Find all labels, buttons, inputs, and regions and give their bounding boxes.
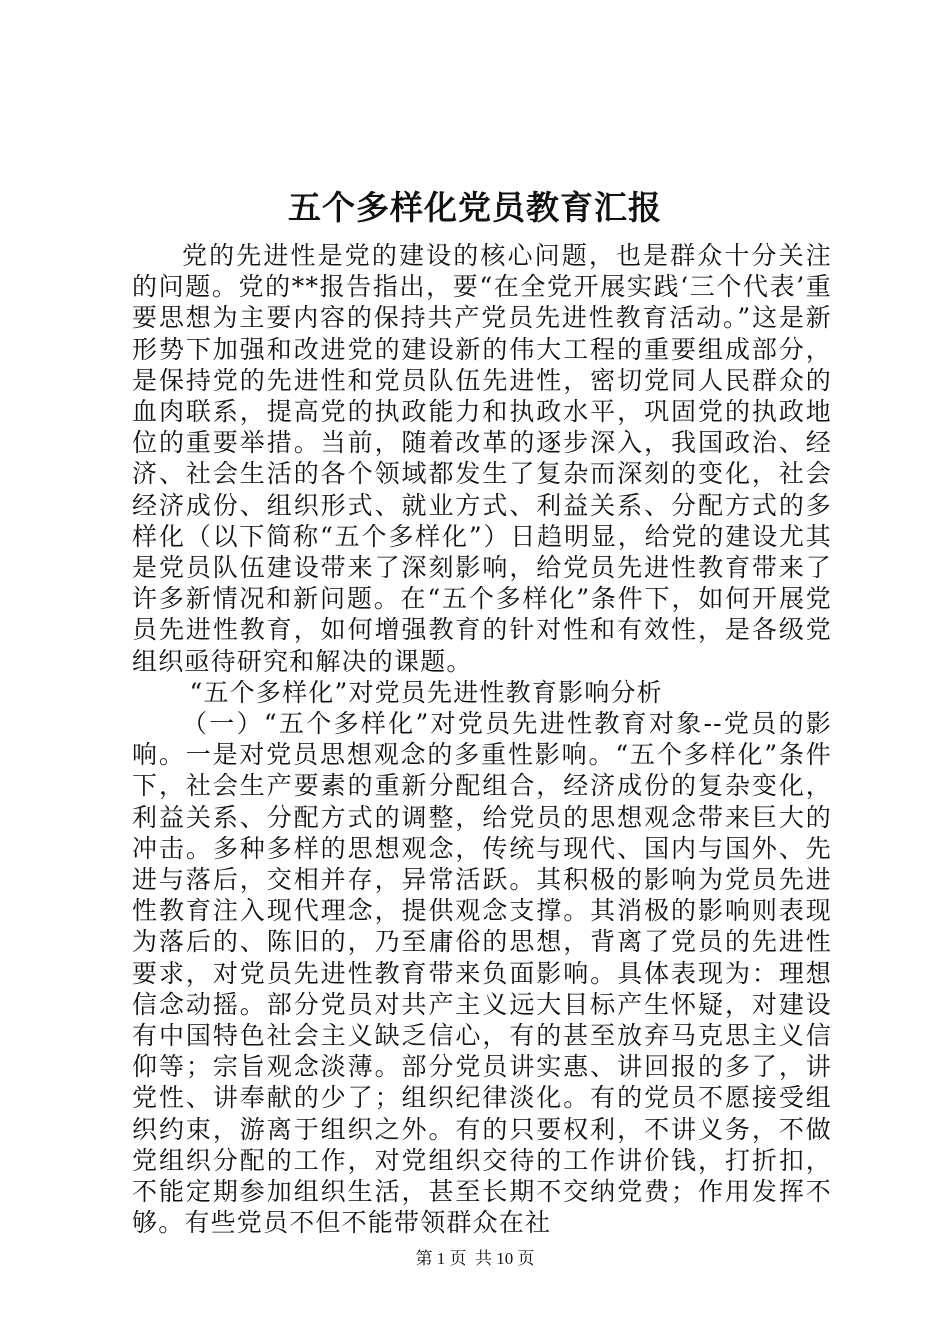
- page-footer: [0, 1244, 950, 1269]
- document-body: [132, 240, 832, 1239]
- page-number: 第 1 页 共 10 页: [415, 1249, 535, 1268]
- document-title: 五个多样化党员教育汇报: [288, 188, 662, 227]
- section-heading: “五个多样化”对党员先进性教育影响分析: [189, 677, 663, 707]
- paragraph-intro: 党的先进性是党的建设的核心问题，也是群众十分关注的问题。党的**报告指出，要“在全党开展实践‘三个代表’重要思想为主要内容的保持共产党员先进性教育活动。”这是新形势下加强和改进党的建设新的伟大工程的重要组成部分，是保持党的先进性和党员队伍先进性，密切党同人民群众的血肉联系，提高党的执政能力和执政水平，巩固党的执政地位的重要举措。当前，随着改革的逐步深入，我国政治、经济、社会生活的各个领域都发生了复杂而深刻的变化，社会经济成份、组织形式、就业方式、利益关系、分配方式的多样化（以下简称“五个多样化”）日趋明显，给党的建设尤其是党员队伍建设带来了深刻影响，给党员先进性教育带来了许多新情况和新问题。在“五个多样化”条件下，如何开展党员先进性教育，如何增强教育的针对性和有效性，是各级党组织亟待研究和解决的课题。: [132, 241, 832, 676]
- paragraph-section-one: （一）“五个多样化”对党员先进性教育对象--党员的影响。一是对党员思想观念的多重性影响。“五个多样化”条件下，社会生产要素的重新分配组合，经济成份的复杂变化，利益关系、分配方式的调整，给党员的思想观念带来巨大的冲击。多种多样的思想观念，传统与现代、国内与国外、先进与落后，交相并存，异常活跃。其积极的影响为党员先进性教育注入现代理念，提供观念支撑。其消极的影响则表现为落后的、陈旧的，乃至庸俗的思想，背离了党员的先进性要求，对党员先进性教育带来负面影响。具体表现为：理想信念动摇。部分党员对共产主义远大目标产生怀疑，对建设有中国特色社会主义缺乏信心，有的甚至放弃马克思主义信仰等；宗旨观念淡薄。部分党员讲实惠、讲回报的多了，讲党性、讲奉献的少了；组织纪律淡化。有的党员不愿接受组织约束，游离于组织之外。有的只要权利，不讲义务，不做党组织分配的工作，对党组织交待的工作讲价钱，打折扣，不能定期参加组织生活，甚至长期不交纳党费；作用发挥不够。有些党员不但不能带领群众在社: [132, 709, 832, 1238]
